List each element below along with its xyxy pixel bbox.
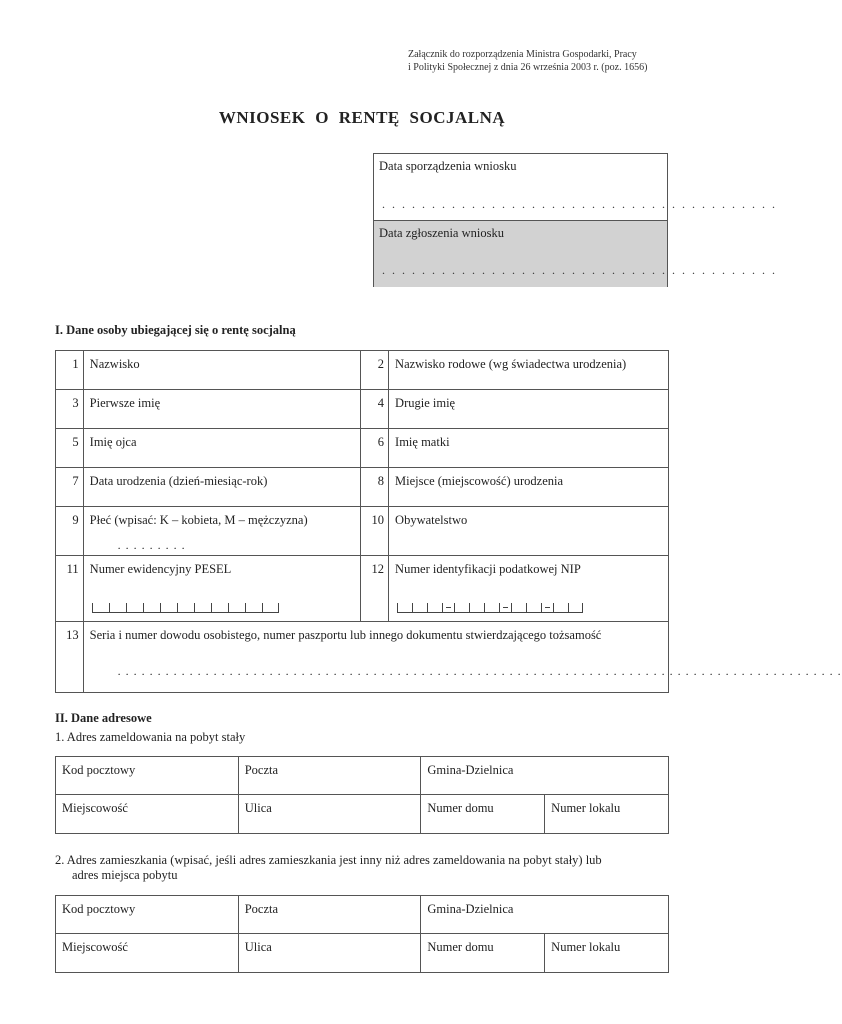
date-box <box>373 153 777 287</box>
table-row <box>56 507 669 556</box>
field-label: Drugie imię <box>395 396 456 410</box>
post-office-field[interactable]: Poczta <box>238 757 421 795</box>
field-label: Numer ewidencyjny PESEL <box>89 562 232 576</box>
field-label: Płeć (wpisać: K – kobieta, M – mężczyzna) <box>89 513 308 527</box>
field-number: 6 <box>361 429 389 468</box>
flat-number-field[interactable]: Numer lokalu <box>545 934 669 973</box>
citizenship-field[interactable] <box>389 507 669 556</box>
prepared-date-cell[interactable] <box>374 154 777 221</box>
field-number: 8 <box>361 468 389 507</box>
field-number: 12 <box>361 556 389 622</box>
table-row <box>56 896 669 934</box>
field-label: Obywatelstwo <box>395 513 468 527</box>
nip-field[interactable] <box>389 556 669 622</box>
registered-address-table <box>55 756 669 834</box>
field-number: 7 <box>56 468 84 507</box>
field-number: 2 <box>361 351 389 390</box>
field-label: Pierwsze imię <box>89 396 161 410</box>
field-label: Nazwisko rodowe (wg świadectwa urodzenia) <box>395 357 627 371</box>
table-row <box>56 934 669 973</box>
annex-line-2: i Polityki Społecznej z dnia 26 września 2003 r. (poz. 1656) <box>408 62 648 73</box>
field-number: 4 <box>361 390 389 429</box>
page-title: WNIOSEK O RENTĘ SOCJALNĄ <box>218 108 506 127</box>
pesel-digit-boxes[interactable] <box>92 603 279 613</box>
town-field[interactable]: Miejscowość <box>56 795 239 834</box>
second-name-field[interactable] <box>389 390 669 429</box>
birth-place-field[interactable] <box>389 468 669 507</box>
field-number: 1 <box>56 351 84 390</box>
table-row <box>56 622 669 693</box>
street-field[interactable]: Ulica <box>238 795 421 834</box>
field-label: Imię ojca <box>89 435 137 449</box>
field-label: Data urodzenia (dzień-miesiąc-rok) <box>89 474 268 488</box>
identity-document-field[interactable] <box>83 622 842 693</box>
table-row <box>56 468 669 507</box>
submitted-date-dots: . . . . . . . . . . . . . . . . . . . . . . . . . . . . . . . . . . . . . . . . <box>382 263 777 277</box>
address-1-heading: 1. Adres zameldowania na pobyt stały <box>55 730 246 744</box>
gender-dots: . . . . . . . . . <box>117 538 186 552</box>
submitted-date-label: Data zgłoszenia wniosku <box>379 226 504 240</box>
municipality-field[interactable]: Gmina-Dzielnica <box>421 896 669 934</box>
first-name-field[interactable] <box>83 390 361 429</box>
municipality-field[interactable]: Gmina-Dzielnica <box>421 757 669 795</box>
table-row <box>56 795 669 834</box>
residence-address-table <box>55 895 669 973</box>
field-number: 11 <box>56 556 84 622</box>
table-row <box>56 757 669 795</box>
field-label: Nazwisko <box>89 357 140 371</box>
gender-field[interactable] <box>83 507 361 556</box>
personal-data-table <box>55 350 842 693</box>
post-office-field[interactable]: Poczta <box>238 896 421 934</box>
field-label: Imię matki <box>395 435 450 449</box>
street-field[interactable]: Ulica <box>238 934 421 973</box>
field-label: Numer identyfikacji podatkowej NIP <box>395 562 581 576</box>
section-2-heading: II. Dane adresowe <box>55 711 152 725</box>
nip-digit-boxes[interactable] <box>397 603 583 613</box>
table-row <box>56 429 669 468</box>
mother-name-field[interactable] <box>389 429 669 468</box>
postal-code-field[interactable]: Kod pocztowy <box>56 757 239 795</box>
annex-note <box>408 48 647 74</box>
annex-line-1: Załącznik do rozporządzenia Ministra Gospodarki, Pracy <box>408 49 637 60</box>
maiden-name-field[interactable] <box>389 351 669 390</box>
prepared-date-dots: . . . . . . . . . . . . . . . . . . . . . . . . . . . . . . . . . . . . . . . . <box>382 197 777 211</box>
field-label: Miejsce (miejscowość) urodzenia <box>395 474 564 488</box>
field-number: 3 <box>56 390 84 429</box>
postal-code-field[interactable]: Kod pocztowy <box>56 896 239 934</box>
address-2-heading-line-2: adres miejsca pobytu <box>72 868 178 882</box>
table-row <box>56 390 669 429</box>
father-name-field[interactable] <box>83 429 361 468</box>
pesel-field[interactable] <box>83 556 361 622</box>
house-number-field[interactable]: Numer domu <box>421 795 545 834</box>
field-number: 13 <box>56 622 84 693</box>
identity-document-dots: . . . . . . . . . . . . . . . . . . . . . . . . . . . . . . . . . . . . . . . . . . . . . . . . . . . . . . . . . . . . . . . . . . . . . . . . . . . . . . . . . . . . . . . . . . . <box>117 664 842 678</box>
field-number: 10 <box>361 507 389 556</box>
town-field[interactable]: Miejscowość <box>56 934 239 973</box>
field-number: 9 <box>56 507 84 556</box>
section-1-heading: I. Dane osoby ubiegającej się o rentę socjalną <box>55 323 296 337</box>
house-number-field[interactable]: Numer domu <box>421 934 545 973</box>
address-2-heading-line-1: 2. Adres zamieszkania (wpisać, jeśli adres zamieszkania jest inny niż adres zameldowania na pobyt stały) lub <box>55 853 602 867</box>
prepared-date-label: Data sporządzenia wniosku <box>379 159 517 173</box>
flat-number-field[interactable]: Numer lokalu <box>545 795 669 834</box>
table-row <box>56 351 669 390</box>
birth-date-field[interactable] <box>83 468 361 507</box>
table-row <box>56 556 669 622</box>
field-label: Seria i numer dowodu osobistego, numer paszportu lub innego dokumentu stwierdzającego tożsamość <box>89 628 602 642</box>
field-number: 5 <box>56 429 84 468</box>
submitted-date-cell[interactable] <box>374 221 777 287</box>
surname-field[interactable] <box>83 351 361 390</box>
